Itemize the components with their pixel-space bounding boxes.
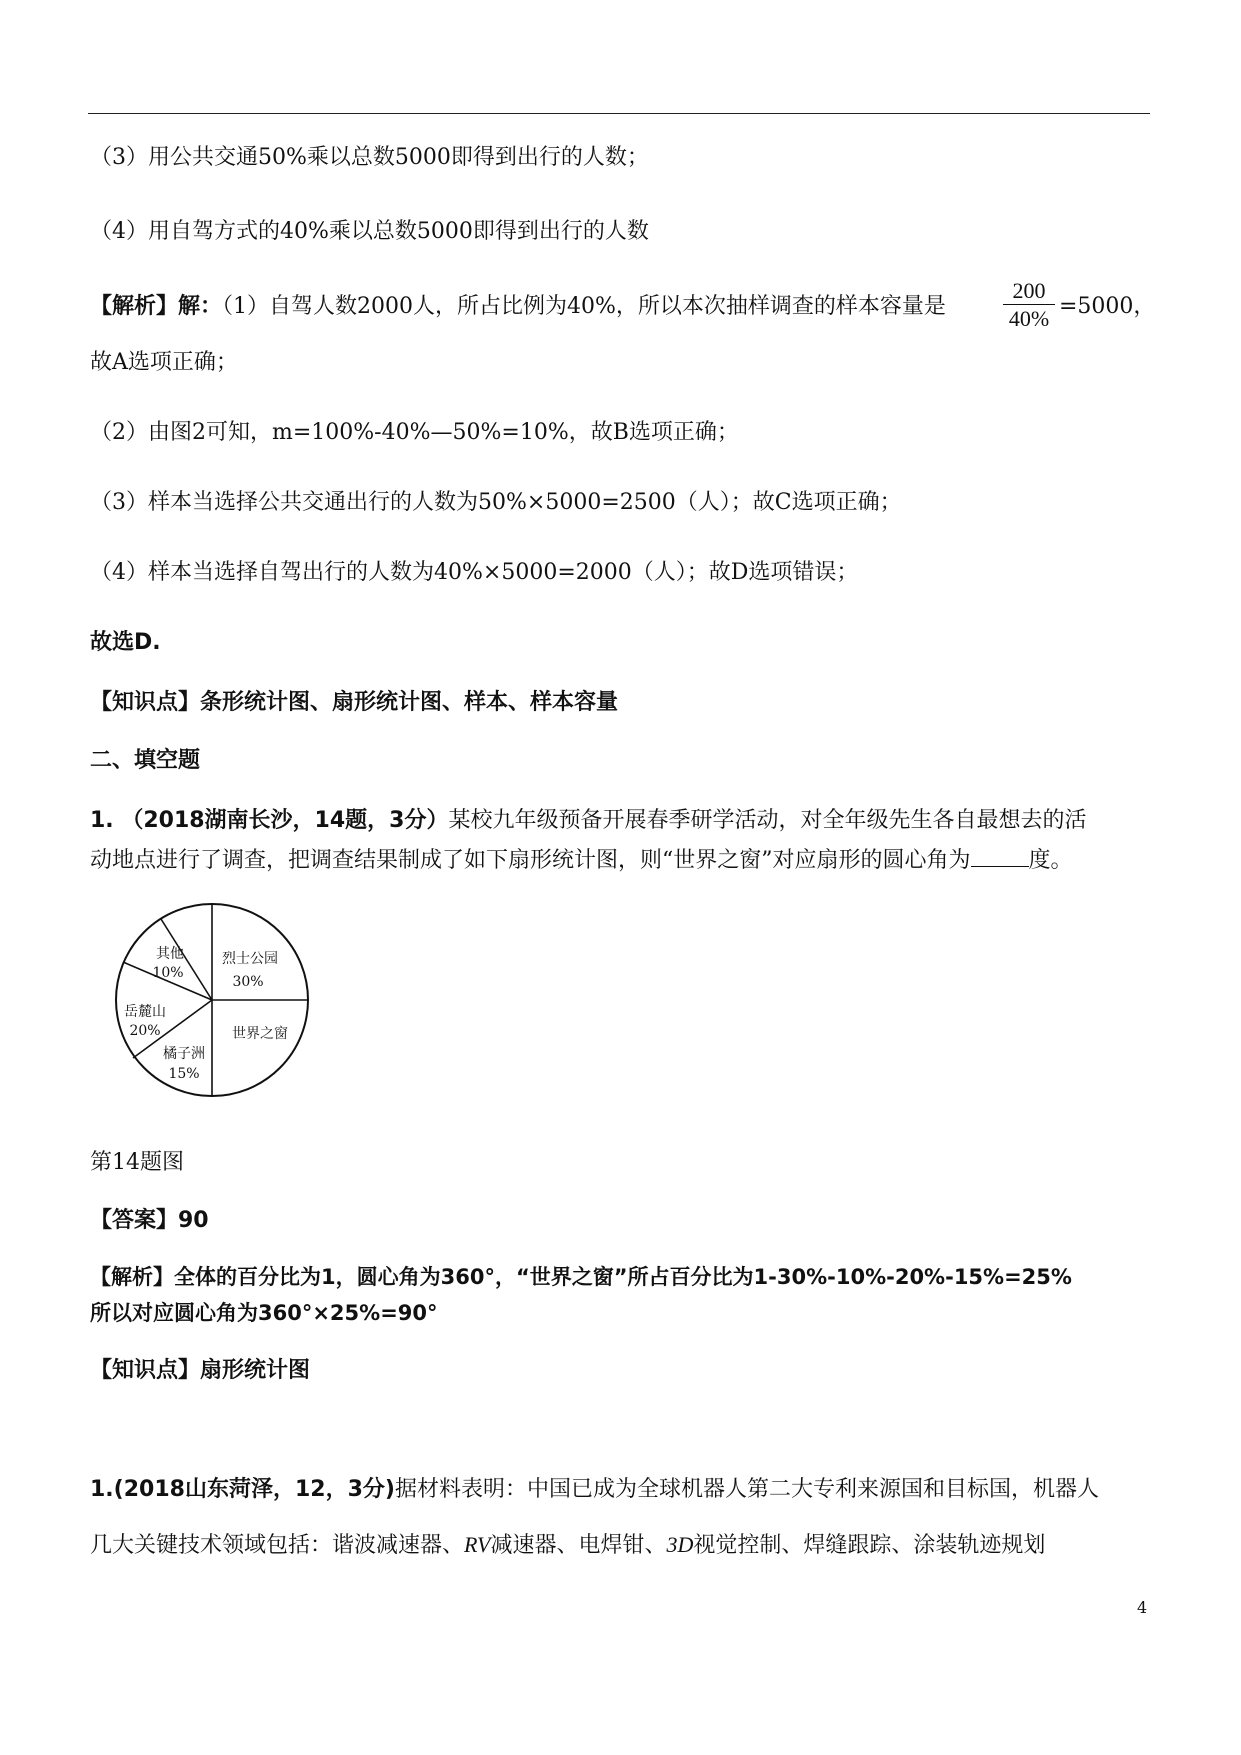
analysis-line-3: 所以对应圆心角为360°×25%=90° [90,1301,438,1325]
knowledge-point-2: 【知识点】扇形统计图 [90,1358,311,1383]
analysis-text: （1）自驾人数2000人，所占比例为40%，所以本次抽样调查的样本容量是 [222,294,946,319]
analysis-line-1 [90,292,946,322]
question2-text: 据材料表明：中国已成为全球机器人第二大专利来源国和目标国，机器人 [394,1477,1099,1502]
pie-chart [112,900,312,1100]
pie-label-qita-name: 其他 [156,946,184,962]
analysis-label: 【解析】解： [90,294,223,319]
question-text-2: 动地点进行了调查，把调查结果制成了如下扇形统计图，则“世界之窗”对应扇形的圆心角为 [90,848,971,873]
question2-text-b: 减速器、电焊钳、 [490,1533,667,1558]
question2-text-c: 视觉控制、焊缝跟踪、涂装轨迹规划 [693,1533,1046,1558]
question-text: 某校九年级预备开展春季研学活动，对全年级先生各自最想去的活 [448,808,1087,833]
figure-caption: 第14题图 [90,1150,184,1175]
pie-label-yuelu-pct: 20% [129,1023,161,1039]
answer-line: 【答案】90 [90,1208,209,1233]
question2-source: 1.(2018山东菏泽，12，3分) [90,1477,395,1502]
pie-label-lieshi-name: 烈士公园 [222,951,278,967]
question-unit: 度。 [1028,848,1073,873]
pie-label-juzi-pct: 15% [168,1066,200,1082]
question2-line-1 [90,1475,1099,1505]
pie-label-juzi-name: 橘子洲 [163,1046,205,1062]
answer-blank [971,846,1029,867]
text-line-1: （3）用公共交通50%乘以总数5000即得到出行的人数； [90,145,649,170]
question2-text-a: 几大关键技术领域包括：谐波减速器、 [90,1533,465,1558]
analysis-line-2: 【解析】全体的百分比为1，圆心角为360°，“世界之窗”所占百分比为1-30%-10%-20%-15%=25% [90,1265,1072,1289]
section-heading: 二、填空题 [90,748,201,773]
question-line-1 [90,806,1087,836]
question-line-2 [90,846,1073,876]
text-line-4: 故A选项正确； [90,350,238,375]
page-number: 4 [1137,1598,1148,1617]
question2-3d: 3D [666,1532,694,1557]
fraction-denominator: 40% [1008,306,1050,331]
fraction-result: =5000， [1059,294,1156,319]
pie-label-yuelu-name: 岳麓山 [124,1004,166,1020]
text-line-7: （4）样本当选择自驾出行的人数为40%×5000=2000（人）；故D选项错误； [90,560,859,585]
pie-label-shijie-name: 世界之窗 [232,1026,288,1042]
fraction-numerator: 200 [1003,278,1055,305]
question2-line-2 [90,1530,1045,1561]
knowledge-point-1: 【知识点】条形统计图、扇形统计图、样本、样本容量 [90,690,619,715]
header-rule [88,113,1150,114]
conclusion-line: 故选D. [90,630,161,655]
question2-rv: RV [464,1532,491,1557]
pie-label-qita-pct: 10% [152,965,184,981]
text-line-6: （3）样本当选择公共交通出行的人数为50%×5000=2500（人）；故C选项正确； [90,490,902,515]
question-source: 1. （2018湖南长沙，14题，3分） [90,808,449,833]
text-line-2: （4）用自驾方式的40%乘以总数5000即得到出行的人数 [90,219,649,244]
text-line-5: （2）由图2可知，m=100%-40%—50%=10%，故B选项正确； [90,420,739,445]
fraction [1003,278,1055,333]
pie-label-lieshi-pct: 30% [232,974,264,990]
